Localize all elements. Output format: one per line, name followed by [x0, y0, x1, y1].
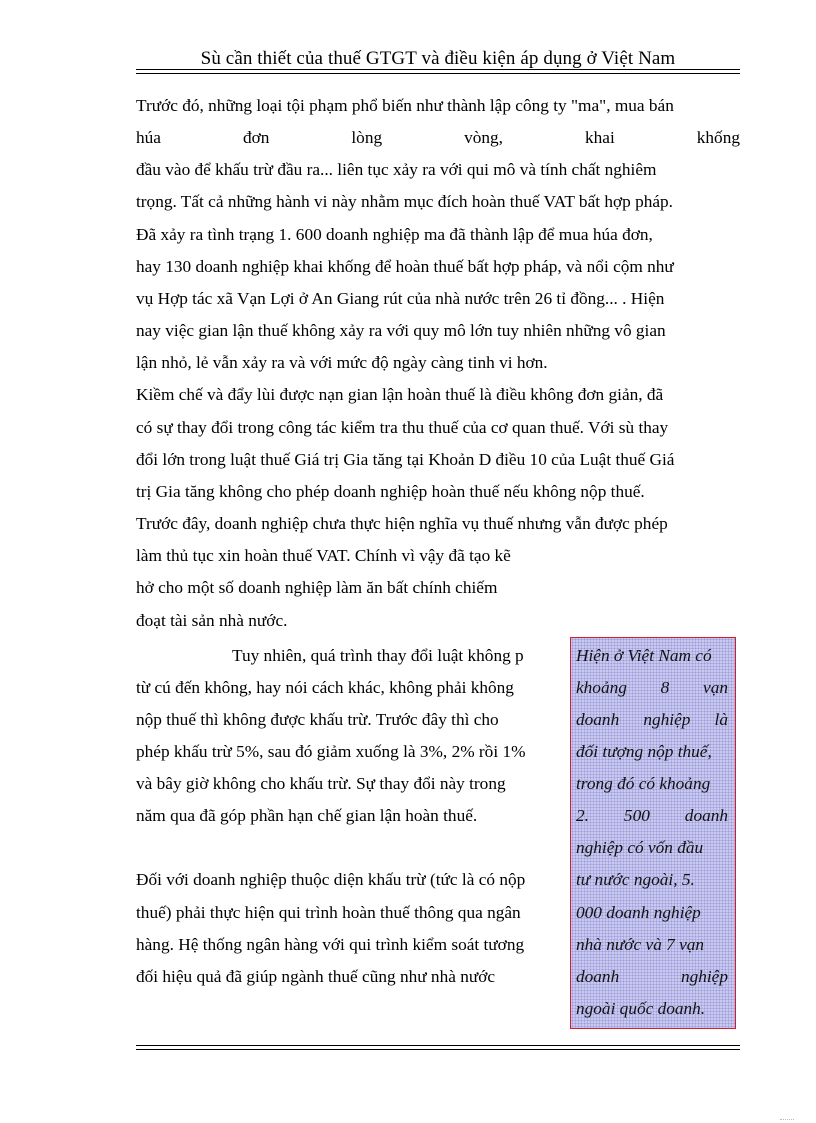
body-line-justified: húa đơn lòng vòng, khai khống — [136, 128, 740, 147]
body-line: Trước đây, doanh nghiệp chưa thực hiện nghĩa vụ thuế nhưng vẫn được phép — [136, 514, 668, 533]
body-line: vụ Hợp tác xã Vạn Lợi ở An Giang rút của nhà nước trên 26 tỉ đồng... . Hiện — [136, 289, 665, 308]
body-line: đổi lớn trong luật thuế Giá trị Gia tăng tại Khoản D điều 10 của Luật thuế Giá — [136, 450, 675, 469]
body-line: Đã xảy ra tình trạng 1. 600 doanh nghiệp ma đã thành lập để mua húa đơn, — [136, 225, 653, 244]
sidebar-line: nhà nước và 7 vạn — [576, 935, 705, 954]
sidebar-line: nghiệp có vốn đầu — [576, 838, 704, 857]
sidebar-line-justified: doanh nghiệp là — [576, 710, 728, 729]
page-header-title: Sù cần thiết của thuế GTGT và điều kiện áp dụng ở Việt Nam — [200, 48, 676, 69]
body-line: đối hiệu quả đã giúp ngành thuế cũng như nhà nước — [136, 967, 496, 986]
sidebar-line: đối tượng nộp thuế, — [576, 742, 712, 761]
sidebar-line: Hiện ở Việt Nam có — [576, 646, 712, 665]
sidebar-line: 000 doanh nghiệp — [576, 903, 701, 922]
footer-rule-bottom — [136, 1049, 740, 1050]
sidebar-line-justified: 2. 500 doanh — [576, 806, 728, 825]
body-line: có sự thay đổi trong công tác kiểm tra thu thuế của cơ quan thuế. Với sù thay — [136, 418, 669, 437]
body-line: hay 130 doanh nghiệp khai khống để hoàn thuế bất hợp pháp, và nổi cộm như — [136, 257, 674, 276]
body-line: nộp thuế thì không được khấu trừ. Trước đây thì cho — [136, 710, 499, 729]
body-line: và bây giờ không cho khấu trừ. Sự thay đổi này trong — [136, 774, 506, 793]
body-line: Đối với doanh nghiệp thuộc diện khấu trừ (tức là có nộp — [136, 870, 526, 889]
body-line: trọng. Tất cả những hành vi này nhằm mục đích hoàn thuế VAT bất hợp pháp. — [136, 192, 674, 211]
body-line: từ cú đến không, hay nói cách khác, không phải không — [136, 678, 514, 697]
sidebar-line: tư nước ngoài, 5. — [576, 870, 695, 889]
header-rule-bottom — [136, 73, 740, 74]
sidebar-line-justified: khoảng 8 vạn — [576, 678, 728, 697]
body-line: thuế) phải thực hiện qui trình hoàn thuế thông qua ngân — [136, 903, 521, 922]
sidebar-line: ngoài quốc doanh. — [576, 999, 706, 1018]
body-line: phép khấu trừ 5%, sau đó giảm xuống là 3%, 2% rồi 1% — [136, 742, 526, 761]
body-line: Trước đó, những loại tội phạm phổ biến như thành lập công ty "ma", mua bán — [136, 96, 674, 115]
header-rule-top — [136, 69, 740, 70]
footer-rule-top — [136, 1045, 740, 1046]
sidebar-line: trong đó có khoảng — [576, 774, 711, 793]
body-line: nay việc gian lận thuế không xảy ra với quy mô lớn tuy nhiên những vô gian — [136, 321, 666, 340]
sidebar-line-justified: doanh nghiệp — [576, 967, 728, 986]
body-line: đầu vào để khấu trừ đầu ra... liên tục xảy ra với qui mô và tính chất nghiêm — [136, 160, 657, 179]
body-line: đoạt tài sản nhà nước. — [136, 611, 288, 630]
body-line: lận nhỏ, lẻ vẫn xảy ra và với mức độ ngày càng tinh vi hơn. — [136, 353, 548, 372]
body-line: năm qua đã góp phần hạn chế gian lận hoàn thuế. — [136, 806, 478, 825]
body-line: hàng. Hệ thống ngân hàng với qui trình kiểm soát tương — [136, 935, 525, 954]
body-line: Kiềm chế và đẩy lùi được nạn gian lận hoàn thuế là điều không đơn giản, đã — [136, 385, 664, 404]
body-line: trị Gia tăng không cho phép doanh nghiệp hoàn thuế nếu không nộp thuế. — [136, 482, 645, 501]
body-line: hở cho một số doanh nghiệp làm ăn bất chính chiếm — [136, 578, 498, 597]
body-line: làm thủ tục xin hoàn thuế VAT. Chính vì vậy đã tạo kẽ — [136, 546, 511, 565]
page-corner-mark — [780, 1113, 794, 1120]
body-line: Tuy nhiên, quá trình thay đổi luật không p — [232, 646, 524, 665]
